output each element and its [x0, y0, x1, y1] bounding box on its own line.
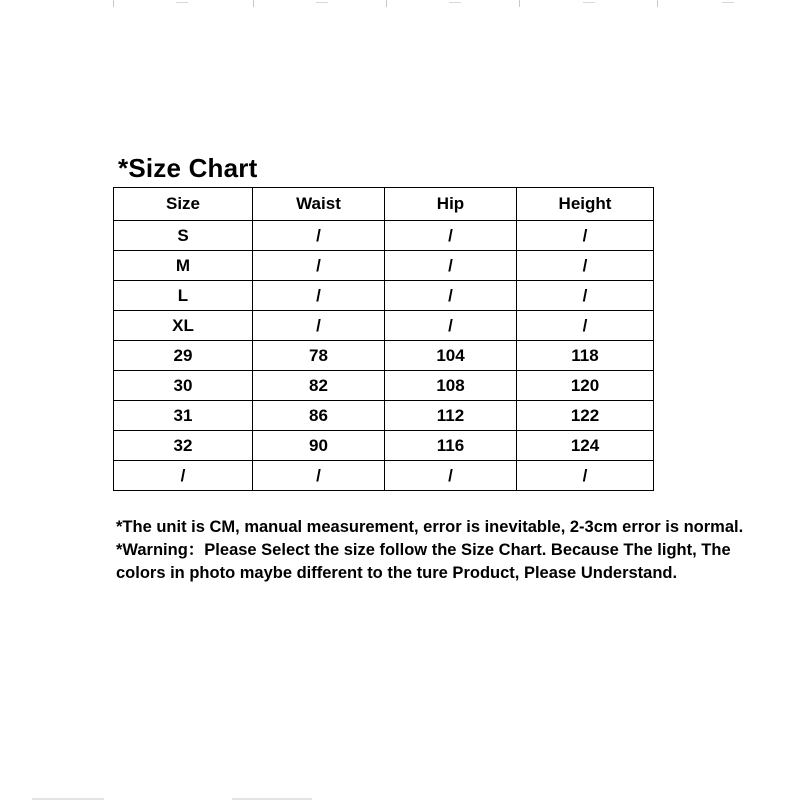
cell-size: 29: [114, 341, 253, 371]
cell-size: M: [114, 251, 253, 281]
top-edge-divider: [113, 0, 114, 7]
header-hip: Hip: [385, 188, 517, 221]
table-row: [114, 371, 654, 401]
cell-waist: /: [253, 461, 385, 491]
cell-hip: /: [385, 251, 517, 281]
cell-size: /: [114, 461, 253, 491]
header-waist: Waist: [253, 188, 385, 221]
cell-waist: 82: [253, 371, 385, 401]
cell-height: /: [517, 221, 654, 251]
table-row: [114, 251, 654, 281]
cell-hip: 116: [385, 431, 517, 461]
cell-height: /: [517, 461, 654, 491]
cell-height: 122: [517, 401, 654, 431]
header-height: Height: [517, 188, 654, 221]
top-edge-strip: [0, 0, 800, 8]
cell-hip: 112: [385, 401, 517, 431]
size-notes: [116, 516, 800, 585]
cell-waist: /: [253, 251, 385, 281]
top-edge-mark: [176, 2, 188, 3]
table-row: [114, 431, 654, 461]
cell-hip: /: [385, 281, 517, 311]
cell-height: /: [517, 281, 654, 311]
cell-height: 118: [517, 341, 654, 371]
top-edge-mark: [722, 2, 734, 3]
cell-size: 32: [114, 431, 253, 461]
top-edge-divider: [386, 0, 387, 7]
cell-height: /: [517, 251, 654, 281]
warning-note-line-1: *Warning：Please Select the size follow the Size Chart. Because The light, The: [116, 541, 731, 559]
table-row: [114, 311, 654, 341]
table-row: [114, 401, 654, 431]
cell-waist: 86: [253, 401, 385, 431]
cell-waist: /: [253, 281, 385, 311]
cell-waist: /: [253, 311, 385, 341]
cell-size: L: [114, 281, 253, 311]
table-row: [114, 461, 654, 491]
cell-hip: /: [385, 221, 517, 251]
top-edge-mark: [316, 2, 328, 3]
top-edge-divider: [253, 0, 254, 7]
cell-height: /: [517, 311, 654, 341]
warning-note-line-2: colors in photo maybe different to the ture Product, Please Understand.: [116, 564, 678, 582]
cell-size: 30: [114, 371, 253, 401]
cell-waist: 90: [253, 431, 385, 461]
cell-hip: /: [385, 311, 517, 341]
cell-height: 124: [517, 431, 654, 461]
top-edge-divider: [519, 0, 520, 7]
table-row: [114, 221, 654, 251]
table-row: [114, 281, 654, 311]
header-size: Size: [114, 188, 253, 221]
cell-size: 31: [114, 401, 253, 431]
table-header-row: [114, 188, 654, 221]
cell-hip: 104: [385, 341, 517, 371]
table-row: [114, 341, 654, 371]
top-edge-mark: [583, 2, 595, 3]
cell-hip: /: [385, 461, 517, 491]
top-edge-divider: [657, 0, 658, 7]
cell-height: 120: [517, 371, 654, 401]
size-chart-table: [113, 187, 654, 491]
top-edge-mark: [449, 2, 461, 3]
cell-waist: /: [253, 221, 385, 251]
cell-size: S: [114, 221, 253, 251]
page-title: *Size Chart: [118, 153, 258, 183]
cell-size: XL: [114, 311, 253, 341]
cell-waist: 78: [253, 341, 385, 371]
cell-hip: 108: [385, 371, 517, 401]
unit-note: *The unit is CM, manual measurement, error is inevitable, 2-3cm error is normal.: [116, 518, 744, 536]
